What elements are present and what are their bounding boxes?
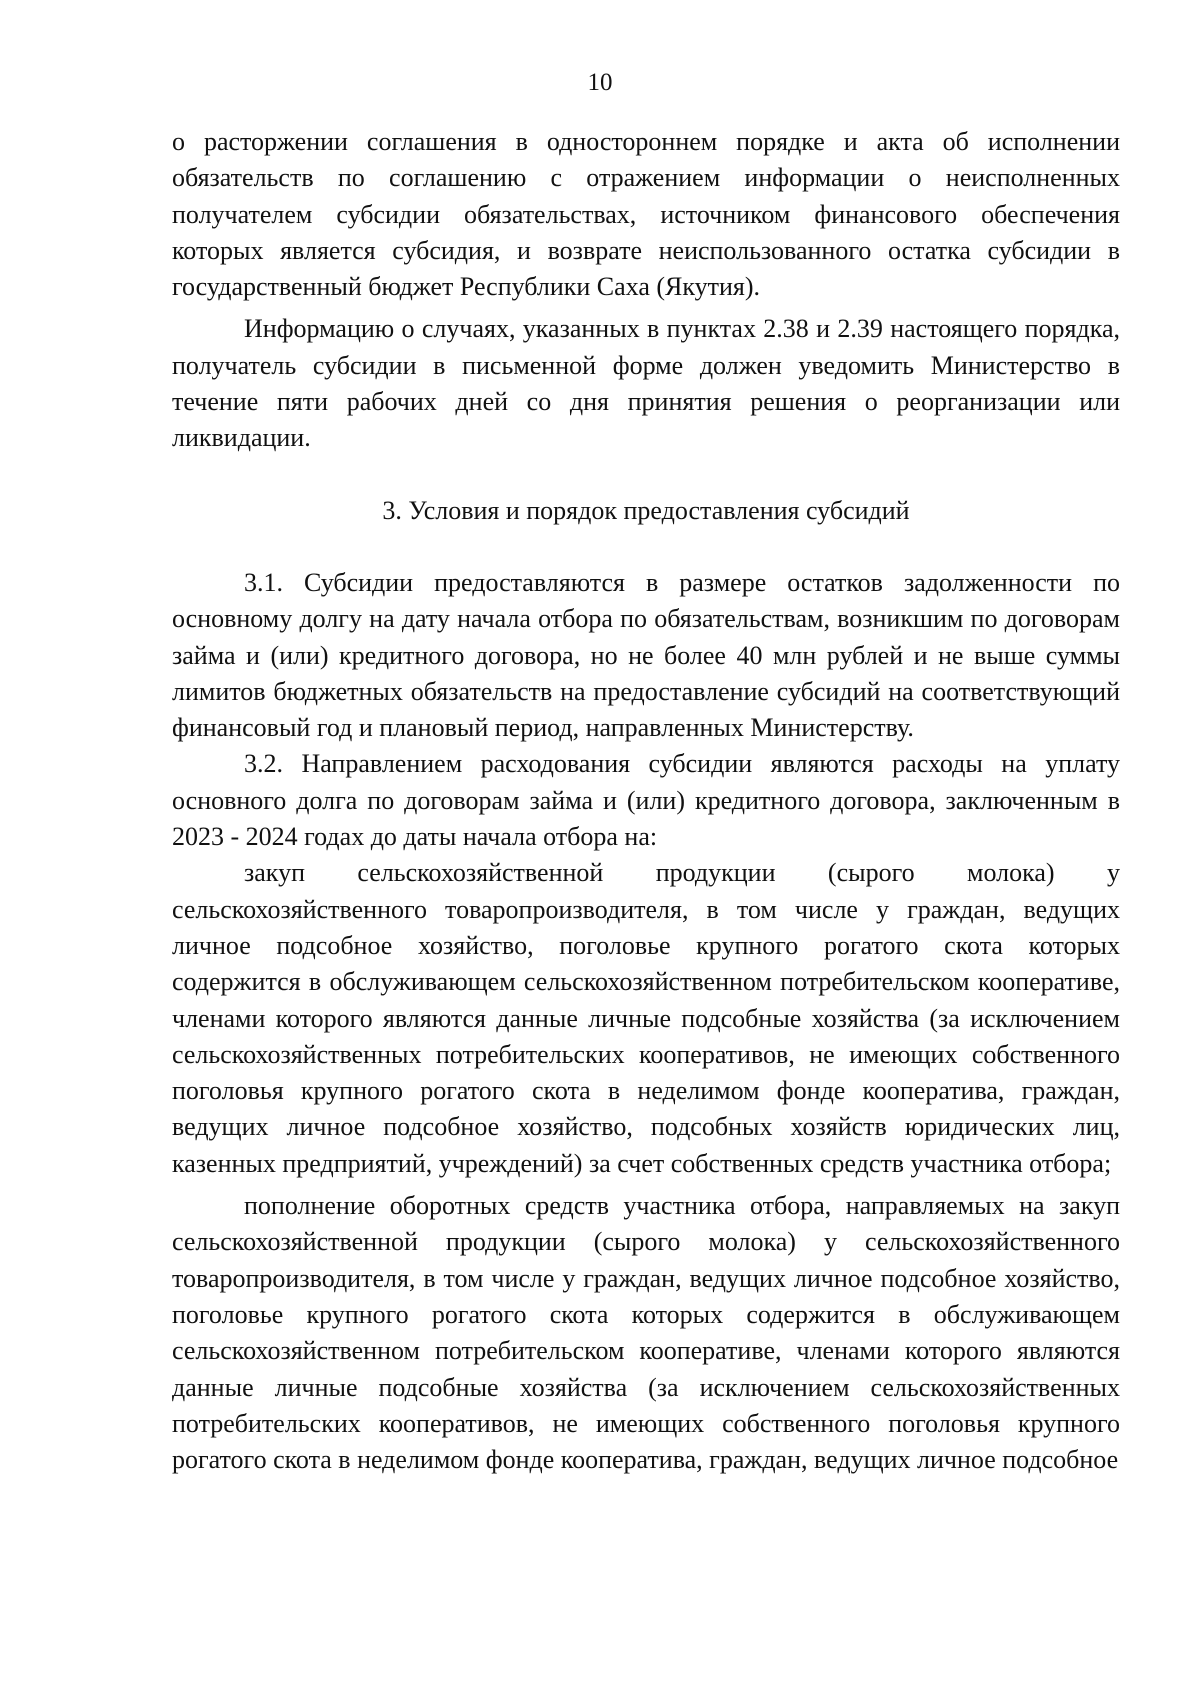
paragraph-working-capital: пополнение оборотных средств участника отбора, направляемых на закуп сельскохозяйственной продукции (сырого молока) у сельскохозяйственного товаропроизводителя, в том числе у граждан, ведущих личное подсобное хозяйство, поголовье крупного рогатого скота которых содержится в обслуживающем сельскохозяйственном потребительском кооперативе, членами которого являются данные личные подсобные хозяйства (за исключением сельскохозяйственных потребительских кооперативов, не имеющих собственного поголовья крупного рогатого скота в неделимом фонде кооператива, граждан, ведущих личное подсобное xyxy=(172,1191,1120,1475)
paragraph-continuation: о расторжении соглашения в одностороннем порядке и акта об исполнении обязательств по соглашению с отражением информации о неисполненных получателем субсидии обязательствах, источником финансового обеспечения которых является субсидия, и возврате неиспользованного остатка субсидии в государственный бюджет Республики Саха (Якутия). xyxy=(172,127,1120,302)
page-number: 10 xyxy=(587,69,613,96)
paragraph-notification: Информацию о случаях, указанных в пунктах 2.38 и 2.39 настоящего порядка, получатель субсидии в письменной форме должен уведомить Министерство в течение пяти рабочих дней со дня принятия решения о реорганизации или ликвидации. xyxy=(172,314,1120,453)
section-heading: 3. Условия и порядок предоставления субсидий xyxy=(382,495,910,525)
paragraph-3-1: 3.1. Субсидии предоставляются в размере остатков задолженности по основному долгу на дату начала отбора по обязательствам, возникшим по договорам займа и (или) кредитного договора, но не более 40 млн рублей и не выше суммы лимитов бюджетных обязательств на предоставление субсидий на соответствующий финансовый год и плановый период, направленных Министерству. xyxy=(172,567,1120,743)
paragraph-3-2: 3.2. Направлением расходования субсидии являются расходы на уплату основного долга по договорам займа и (или) кредитного договора, заключенным в 2023 - 2024 годах до даты начала отбора на: xyxy=(172,749,1120,852)
paragraph-purchase: закуп сельскохозяйственной продукции (сырого молока) у сельскохозяйственного товаропроизводителя, в том числе у граждан, ведущих личное подсобное хозяйство, поголовье крупного рогатого скота которых содержится в обслуживающем сельскохозяйственном потребительском кооперативе, членами которого являются данные личные подсобные хозяйства (за исключением сельскохозяйственных потребительских кооперативов, не имеющих собственного поголовья крупного рогатого скота в неделимом фонде кооператива, граждан, ведущих личное подсобное хозяйство, подсобных хозяйств юридических лиц, казенных предприятий, учреждений) за счет собственных средств участника отбора; xyxy=(172,858,1120,1178)
document-body xyxy=(172,124,1120,1478)
